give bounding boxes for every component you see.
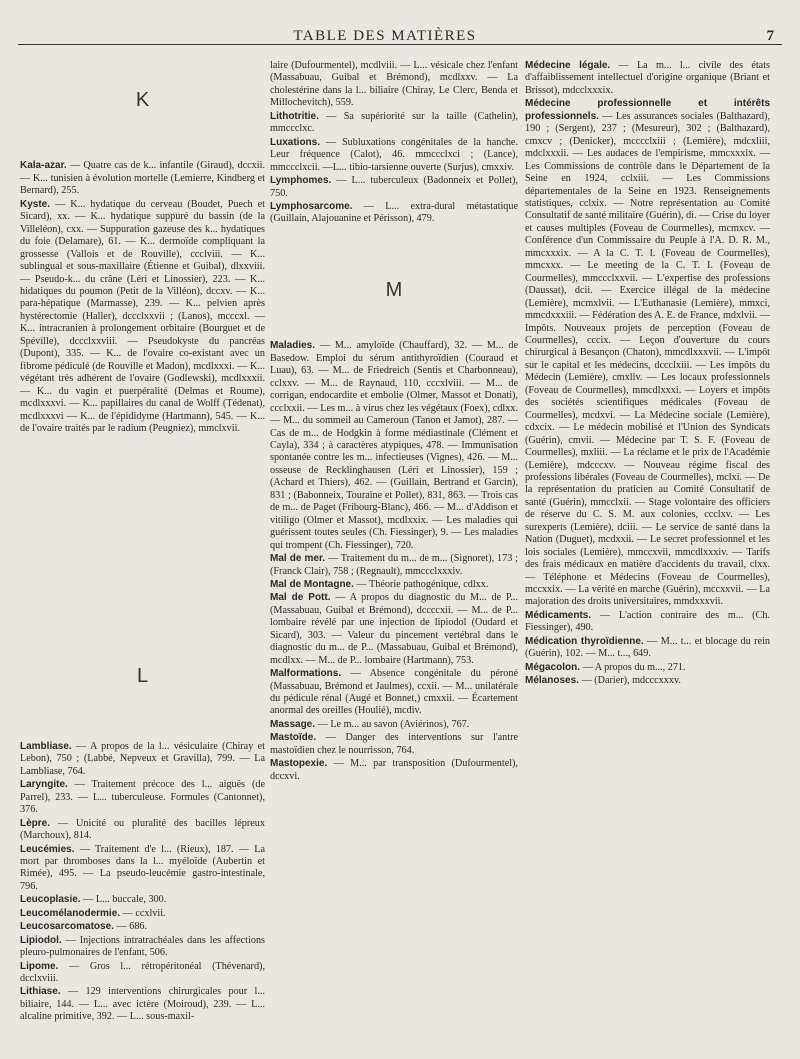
entry-heading: Mal de Pott. — [270, 592, 331, 604]
index-entry — [525, 60, 770, 97]
entry-text: — Gros l... rétropéritonéal (Thévenard), dcclxviii. — [20, 960, 265, 985]
entry-text: — Traitement d'e l... (Rieux), 187. — La mort par thromboses dans la l... myéloïde (Aubertin et Rimée), 495. — La pseudo-leucémie gastro-intestinale, 796. — [20, 843, 265, 892]
entry-heading: Lymphomes. — [270, 175, 332, 187]
entry-text: — Quatre cas de k... infantile (Giraud), dccxii. — K... tunisien à évolution mortelle (Lemierre, Kindberg et Bernard), 255. — [20, 160, 265, 197]
entry-heading: Maladies. — [270, 340, 316, 352]
index-entry — [270, 175, 518, 200]
index-entry — [20, 199, 265, 436]
index-entry — [270, 137, 518, 174]
entry-heading: Lèpre. — [20, 817, 51, 829]
entry-heading: Lipiodol. — [20, 934, 62, 946]
index-entry — [270, 758, 518, 783]
entry-text: — L... extra-dural métastatique (Guillain, Alajouanine et Périsson), 479. — [270, 200, 518, 225]
entry-text: — Traitement précoce des l... aiguës (de Parrel), 233. — L... tuberculeuse. Formules (Cantonnet), 376. — [20, 779, 265, 816]
entry-text: — 686. — [113, 921, 148, 933]
entry-text: — L'action contraire des m... (Ch. Fiessinger), 490. — [525, 609, 770, 634]
index-entry — [20, 779, 265, 816]
index-entry — [270, 201, 518, 226]
entry-heading: Kyste. — [20, 198, 51, 210]
entry-heading: Mégacolon. — [525, 661, 581, 673]
header-rule — [18, 44, 782, 45]
entry-text: — Injections intratrachéales dans les affections pleuro-pulmonaires de l'enfant, 506. — [20, 934, 265, 959]
index-entry — [525, 662, 770, 674]
entry-heading: Leucomélanodermie. — [20, 907, 121, 919]
entry-text: — (Darier), mdcccxxxv. — [578, 675, 681, 687]
index-entry — [270, 592, 518, 667]
index-entry — [20, 961, 265, 986]
page-header — [14, 22, 774, 44]
entry-heading: Lymphosarcome. — [270, 200, 353, 212]
running-title: TABLE DES MATIÈRES — [293, 28, 477, 44]
entry-heading: Leucoplasie. — [20, 894, 81, 906]
index-entry — [20, 741, 265, 778]
entry-text: — 129 interventions chirurgicales pour l... biliaire, 144. — L... avec ictère (Moiroud), 239. — L... alcaline primitive, 392. — L... sous-maxil- — [20, 986, 265, 1023]
entry-heading: Leucosarcomatose. — [20, 921, 114, 933]
entry-text: — A propos du diagnostic du M... de P... (Massabuau, Guibal et Brémond), dccccxii. — M... de P... lombaire révélé par une injection de lipiodol (Oudard et Sicard), 303. — Valeur du pincement vertébral dans le diagnostic du m... de P... (Massabuau, Guibal et Brémond), mcdlxx. — M... de P... lombaire (Hartmann), 753. — [270, 592, 518, 666]
entry-text: — L... buccale, 300. — [80, 894, 167, 906]
entry-text: — Sa supériorité sur la taille (Cathelin), mmccclxc. — [270, 110, 518, 135]
index-entry — [270, 60, 518, 110]
index-entry — [20, 844, 265, 894]
entry-heading: Mastopexie. — [270, 758, 328, 770]
entry-heading: Médecine professionnelle et intérêts professionnels. — [525, 98, 770, 122]
index-entry — [20, 818, 265, 843]
entry-text: — Traitement du m... de m... (Signoret), 173 ; (Franck Clair), 758 ; (Regnault), mmccclxxxiv. — [270, 553, 519, 577]
entry-heading: Mélanoses. — [525, 675, 579, 687]
entry-heading: Lithiase. — [20, 986, 61, 998]
entry-heading: Mal de mer. — [270, 553, 326, 565]
entry-heading: Lambliase. — [20, 740, 72, 752]
entry-text: — Les assurances sociales (Balthazard), 190 ; (Sergent), 237 ; (Mesureur), 302 ; (Balthazard), cmxcv ; (Denicker), mcccclxiii ; (Lemière), mdcxliii, mdclxxxii. — Les audaces de l'empirisme, mmcxxxix. — Les Commissions de contrôle dans le Département de la Seine en 1924, cclxiii. — Les Commissions départementales de la Seine en 1923. Renseignements statistiques, cclxix. — Notre représentation au Comité Consultatif de santé militaire (Guérin), di. — Crise du loyer et causes multiples (Foveau de Courmelles), mcmxcv. — Conférence d'un Commissaire du Peuple à l'A. D. R. M., mmcxxxix. — A la C. T. I. (Foveau de Courmelles), mmcxxx. — Le meeting de la C. T. I. (Foveau de Courmelles), mmccclxxvii. — L'expertise des professions (Daussat), dcii. — Exercice illégal de la médecine (Lemière), mcmxlvii. — L'Euthanasie (Lemière), mmxci, mmcdxxxiii. — Fédération des A. E. de France, mdxlvii. — Impôts. Nouveaux projets de perception (Foveau de Courmelles), cccix. — Leçon d'ouverture du cours chirurgical à Besançon (Chaton), mmcdlxxxvii. — L'impôt sur le capital et les médecins, dccclxiii. — Les impôts du Médecin (Lemière), cmxliv. — Les locaux professionnels (Foveau de Courmelles), mmcdlxxxi. — Loyers et impôts des sociétés scientifiques médicales (Foveau de Courmelles), mcdxvi. — La Médecine sociale (Lemière), cdxcix. — Le médecin mobilisé et l'Union des Syndicats (Guérin), cmvii. — Médecine par T. S. F. (Foveau de Courmelles), mxliii. — La réclame et le prix de l'Académie (Lemière), mdcccxv. — Nouveau régime fiscal des professions libérales (Foveau de Courmelles), mclxi. — De la représentation du praticien au Comité Consultatif de santé (Guérin), mmcclxii. — Stage volontaire des officiers de réserve du C. S. M. aux colonies, ccclxv. — Les surexperts (Lemière), dciii. — Le service de santé dans la Nation (Duguet), mcdxxii. — Le secret professionnel et les lois sociales (Lemière), mmccxvii, mmcdlxxxiv. — Tarifs des frais médicaux en matière d'accidents du travail, clxx. — Téléphone et Médecins (Foveau de Courmelles), mccxxix. — La vérité en marche (Guérin), mccxxvii. — La majoration des droits universitaires, mmdxxxvii. — [525, 110, 770, 608]
index-entry — [525, 610, 770, 635]
entry-text: — Le m... au savon (Aviérinos), 767. — [315, 718, 470, 730]
section-letter: K — [135, 89, 150, 111]
entry-text: — Théorie pathogénique, cdlxx. — [353, 578, 489, 590]
index-entry — [270, 732, 518, 757]
entry-text: — Absence congénitale du péroné (Massabuau, Brémond et Jaulmes), ccxii. — M... unilatérale du pédicule rénal (Augé et Bonnet,) cmxxii. — Écartement anormal des oreilles (Houlié), mcdiv. — [270, 668, 518, 717]
entry-heading: Leucémies. — [20, 843, 75, 855]
right-column — [525, 60, 770, 688]
index-entry — [20, 935, 265, 960]
index-entry — [525, 98, 770, 609]
entry-text: — A propos de la l... vésiculaire (Chiray et Lebon), 750 ; (Labbé, Nepveux et Gravilla), 799. — La Lambliase, 764. — [20, 740, 265, 777]
index-entry — [270, 553, 518, 578]
entry-heading: Malformations. — [270, 668, 342, 680]
index-entry — [270, 111, 518, 136]
entry-text: — Danger des interventions sur l'antre mastoïdien chez le nourrisson, 764. — [270, 732, 518, 756]
index-entry — [525, 675, 770, 687]
entry-heading: Lithotritie. — [270, 110, 319, 122]
entry-heading: Luxations. — [270, 136, 321, 148]
entry-text: — M... t... et blocage du rein (Guérin), 102. — M... t..., 649. — [525, 635, 770, 660]
entry-text: laire (Dufourmentel), mcdlviii. — L... vésicale chez l'enfant (Massabuau, Guibal et Brémond), mcdlxxv. — La cholestérine dans la l... biliaire (Chiray, Le Clerc, Benda et Millochevitch), 559. — [270, 60, 518, 109]
index-entry — [525, 636, 770, 661]
index-entry — [20, 160, 265, 197]
middle-column — [270, 60, 518, 783]
entry-heading: Kala-azar. — [20, 160, 67, 172]
entry-text: — K... hydatique du cerveau (Boudet, Puech et Sicard), xx. — K... hydatique suppuré du bassin (de la Villeléon), cxx. — Suppuration gazeuse des k... hydatiques du foie (Delamare), 61. — K... dermoïde compliquant la grossesse (Vallois et de Rouville), ccclviii. — K... sublingual et sous-maxillaire (Étienne et Guibal), dlxxviii. — Pseudo-k... du crâne (Léri et Linossier), 223. — K... hidatiques du poumon (Petit de la Villéon), dccxv. — K... para-hépatique (Marmasse), 239. — K... pelvien après hystérectomie (Haller), dccclxxvii ; (Lanos), mcccxl. — K... intracranien à prolongement orbitaire (Bourguet et de Spéville), dccclxxviii. — Pseudokyste du pancréas (Dupont), 335. — K... de l'ovaire co-existant avec un fibrome pédiculé (de Rouville et Madon), mcdlxxxi. — K... végétant très adhérent de l'ovaire (Godlewski), mcdlxxxii. — K... du vagin et puerpéralité (Delmas et Roume), mcdlxxxvi. — K... papillaires du canal de Wolff (Tédenat), mcdlxxxvi — K... de l'épididyme (Hartmann), 545. — K... de l'ovaire traités par le radium (Peugniez), mmclxvii. — [20, 198, 265, 434]
entry-text: — ccxlvii. — [120, 907, 166, 919]
entry-text: — Subluxations congénitales de la hanche. Leur fréquence (Calot), 46. mmccclxci ; (Lance), mmccclxcii. —L... tibio-tarsienne ouverte (Surjus), cmxxiv. — [270, 136, 518, 173]
entry-text: — A propos du m..., 271. — [580, 661, 686, 673]
entry-heading: Médicaments. — [525, 609, 592, 621]
index-entry — [20, 894, 265, 906]
entry-text: — M... amyloïde (Chauffard), 32. — M... de Basedow. Emploi du sérum antithyroïdien (Couraud et Luau), 63. — M... de Friedreich (Sentis et Charbonneau), cclxxv. — M... de Raynaud, 110, cccxlviii. — M... de corrigan, endocardite et embolie (Olmer, Massot et Donati), ccclxxii. — Les m... à virus chez les végétaux (Foex), cdlxx. — M... du sommeil au Cameroun (Tanon et Jamot), 287. — Cas de m... de Hodgkin à forme médiastinale (Clément et Cayla), 334 ; à caractères atypiques, 478. — Immunisation spontanée contre les m... infectieuses (Vignes), 426. — M... osseuse de Recklinghausen (Léri et Linossier), 159 ; (Achard et Thiers), 462. — (Guillain, Bertrand et Garcin), 831 ; (Babonneix, Touraine et Pollet), 831, 863. — Trois cas de m... de Paget (Fribourg-Blanc), 466. — M... d'Addison et vitiligo (Olmer et Massot), mcdlxxix. — Les maladies qui guérissent toutes seules (Ch. Fiessinger), 9. — Les maladies qui trompent (Ch. Fiessinger), 720. — [270, 340, 518, 551]
section-letter: M — [385, 278, 403, 301]
entry-heading: Lipome. — [20, 960, 59, 972]
index-entry — [20, 986, 265, 1023]
entry-heading: Massage. — [270, 718, 316, 730]
entry-text: — M... par transposition (Dufourmentel), dccxvi. — [270, 758, 518, 782]
index-entry — [20, 921, 265, 933]
section-letter: L — [136, 665, 149, 688]
entry-heading: Mastoïde. — [270, 732, 317, 744]
index-entry — [270, 719, 518, 731]
left-column — [20, 60, 265, 1024]
entry-heading: Médecine légale. — [525, 60, 611, 71]
index-entry — [270, 668, 518, 718]
entry-text: — L... tuberculeux (Badonneix et Pollet), 750. — [270, 175, 518, 199]
entry-heading: Médication thyroïdienne. — [525, 635, 644, 647]
entry-text: — La m... l... civile des états d'affaiblissement intellectuel d'origine organique (Briant et Brissot), mdcclxxxix. — [525, 60, 770, 96]
index-entry — [270, 579, 518, 591]
entry-heading: Mal de Montagne. — [270, 578, 354, 590]
entry-text: — Unicité ou pluralité des bacilles lépreux (Marchoux), 814. — [20, 817, 265, 842]
entry-heading: Laryngite. — [20, 779, 68, 791]
index-entry — [270, 340, 518, 552]
index-entry — [20, 908, 265, 920]
page-number: 7 — [766, 28, 774, 44]
